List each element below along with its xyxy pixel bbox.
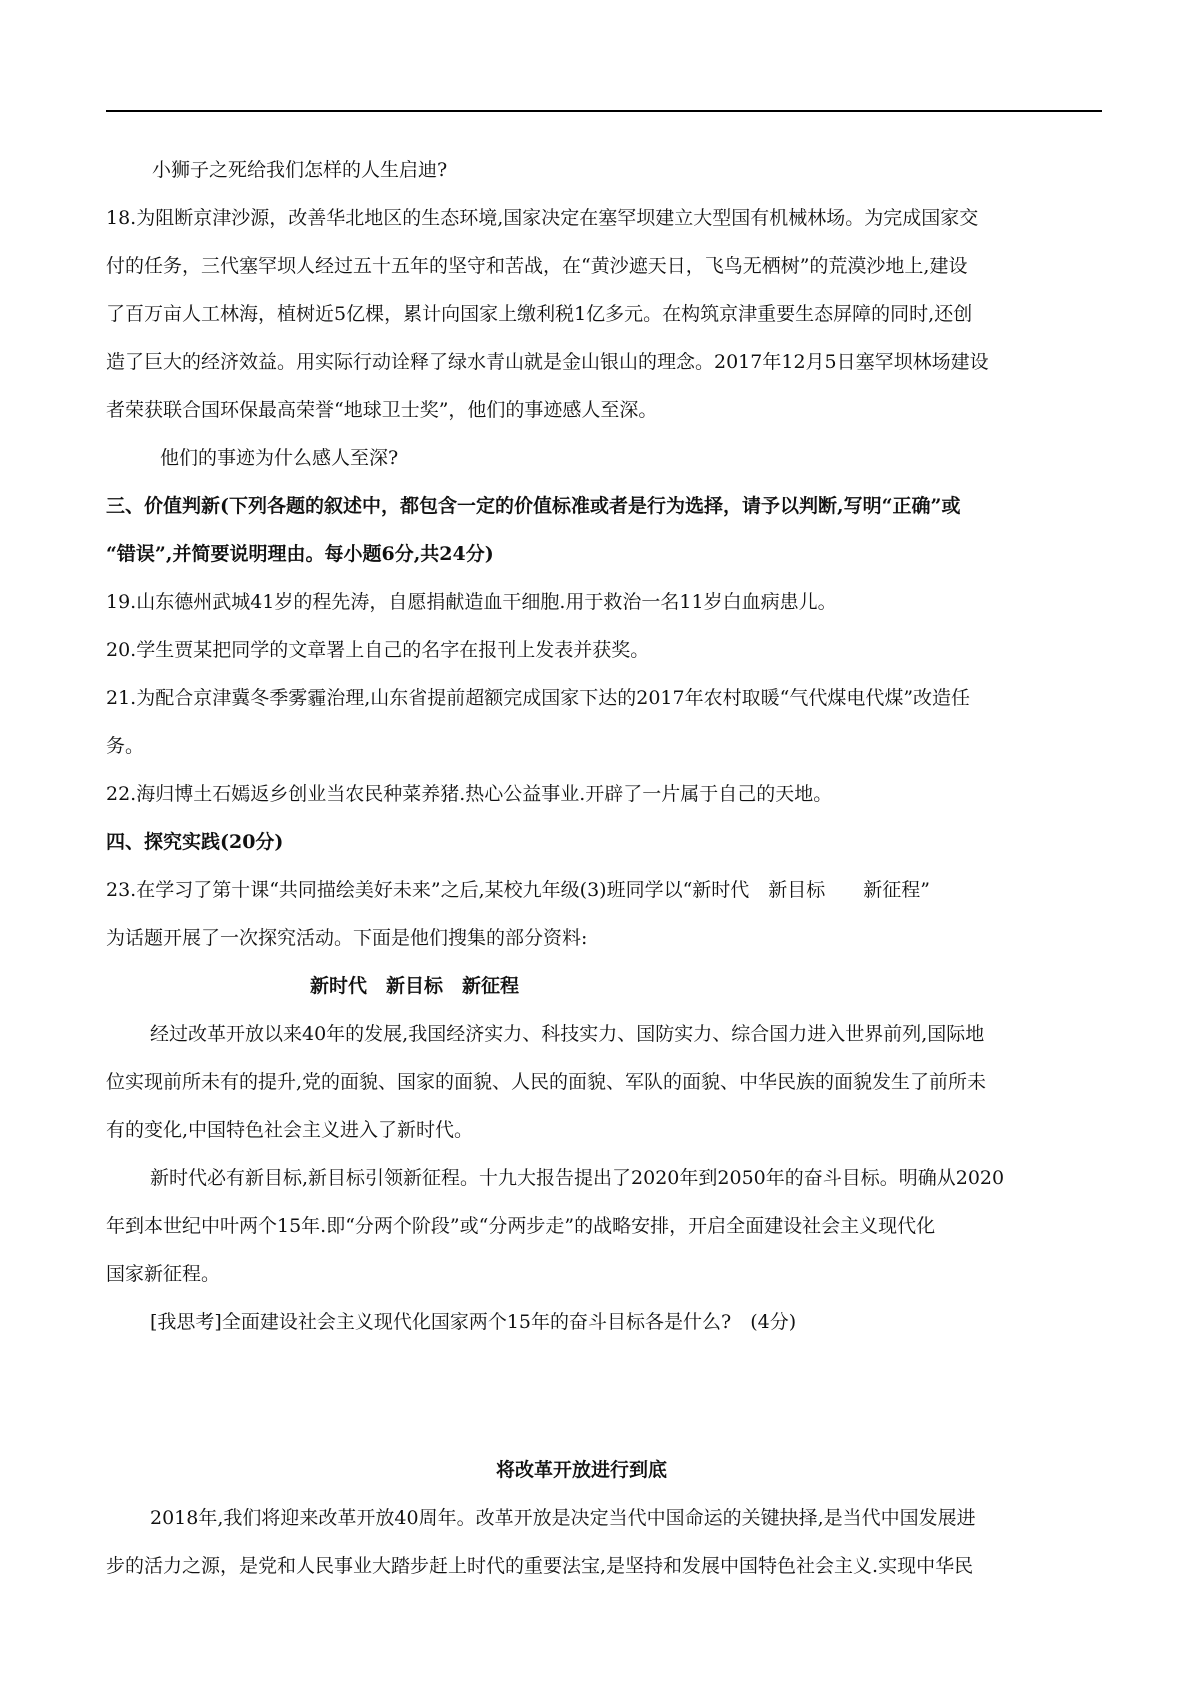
question-18-line: 了百万亩人工林海，植树近5亿棵，累计向国家上缴利税1亿多元。在构筑京津重要生态屏障的同时,还创 [106,303,973,325]
header-rule [106,110,1102,112]
question-21: 21.为配合京津冀冬季雾霾治理,山东省提前超额完成国家下达的2017年农村取暖“气代煤电代煤”改造任 [106,687,971,709]
section-3-heading: 三、价值判新(下列各题的叙述中，都包含一定的价值标准或者是行为选择，请予以判断,写明“正确”或 [106,495,961,517]
question-18-line: 付的任务，三代塞罕坝人经过五十五年的坚守和苦战，在“黄沙遮天日，飞鸟无栖树”的荒漠沙地上,建设 [106,255,968,277]
question-18-line: 造了巨大的经济效益。用实际行动诠释了绿水青山就是金山银山的理念。2017年12月5日塞罕坝林场建设 [106,351,989,373]
question-22: 22.海归博土石嫣返乡创业当农民种菜养猪.热心公益事业.开辟了一片属于自己的天地。 [106,783,833,805]
question-19: 19.山东德州武城41岁的程先涛，自愿捐献造血干细胞.用于救治一名11岁白血病患儿。 [106,591,837,613]
question-23-prompt: [我思考]全面建设社会主义现代化国家两个15年的奋斗目标各是什么? (4分) [150,1311,797,1333]
question-20: 20.学生贾某把同学的文章署上自己的名字在报刊上发表并获奖。 [106,639,650,661]
question-23-intro: 为话题开展了一次探究活动。下面是他们搜集的部分资料: [106,927,588,949]
question-21: 务。 [106,735,145,757]
material-paragraph: 2018年,我们将迎来改革开放40周年。改革开放是决定当代中国命运的关键抉择,是当代中国发展进 [150,1507,976,1529]
section-4-heading: 四、探究实践(20分) [106,831,284,853]
material-paragraph: 步的活力之源，是党和人民事业大踏步赶上时代的重要法宝,是坚持和发展中国特色社会主义.实现中华民 [106,1555,974,1577]
material-paragraph: 年到本世纪中叶两个15年.即“分两个阶段”或“分两步走”的战略安排，开启全面建设社会主义现代化 [106,1215,936,1237]
question-18-line: 者荣获联合国环保最高荣誉“地球卫士奖”，他们的事迹感人至深。 [106,399,658,421]
material-title: 新时代 新目标 新征程 [310,975,520,997]
material-paragraph: 有的变化,中国特色社会主义进入了新时代。 [106,1119,474,1141]
question-17-prompt: 小狮子之死给我们怎样的人生启迪? [152,159,448,181]
material-title: 将改革开放进行到底 [496,1459,668,1481]
material-paragraph: 国家新征程。 [106,1263,221,1285]
section-3-heading: “错误”,并简要说明理由。每小题6分,共24分) [106,543,494,565]
question-18-line: 18.为阻断京津沙源，改善华北地区的生态环境,国家决定在塞罕坝建立大型国有机械林场。为完成国家交 [106,207,979,229]
question-23-intro: 23.在学习了第十课“共同描绘美好未来”之后,某校九年级(3)班同学以“新时代 新目标 新征程” [106,879,931,901]
material-paragraph: 位实现前所未有的提升,党的面貌、国家的面貌、人民的面貌、军队的面貌、中华民族的面貌发生了前所未 [106,1071,987,1093]
question-18-prompt: 他们的事迹为什么感人至深? [160,447,399,469]
material-paragraph: 新时代必有新目标,新目标引领新征程。十九大报告提出了2020年到2050年的奋斗目标。明确从2020 [150,1167,1005,1189]
material-paragraph: 经过改革开放以来40年的发展,我国经济实力、科技实力、国防实力、综合国力进入世界前列,国际地 [150,1023,985,1045]
